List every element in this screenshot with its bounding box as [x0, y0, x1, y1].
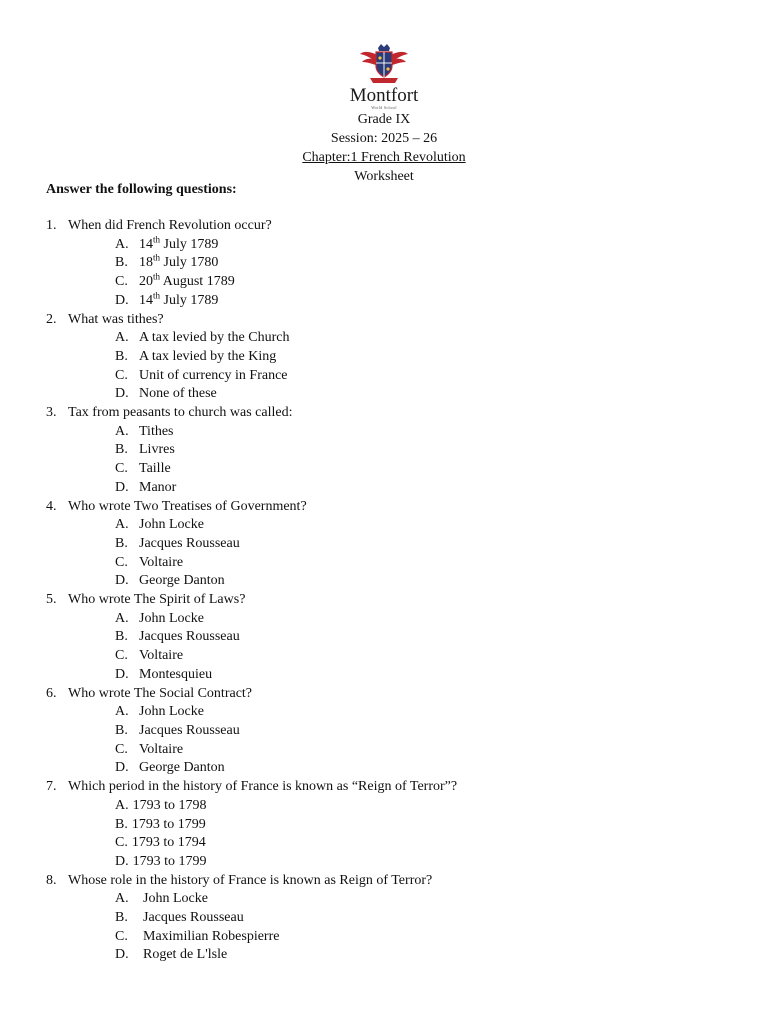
instruction-heading: Answer the following questions: [46, 182, 237, 197]
option-letter: C. [115, 835, 128, 851]
chapter-title: Chapter:1 French Revolution [302, 150, 466, 165]
option-5b [46, 628, 726, 647]
ordinal-suffix: th [153, 290, 161, 301]
question-number: 2. [46, 311, 57, 327]
option-letter: A. [115, 330, 129, 346]
option-letter: D. [115, 853, 129, 869]
option-5c [46, 647, 726, 666]
question-number: 3. [46, 405, 57, 421]
option-text: 18 [139, 255, 153, 271]
option-text: Voltaire [139, 741, 184, 757]
option-3d [46, 479, 726, 498]
option-letter: C. [115, 367, 128, 383]
question-4 [46, 498, 726, 517]
option-text: Maximilian Robespierre [143, 928, 280, 944]
school-crest-icon [358, 42, 410, 86]
question-number: 5. [46, 592, 57, 608]
option-letter: B. [115, 816, 128, 832]
question-8 [46, 872, 726, 891]
option-letter: D. [115, 760, 129, 776]
question-number: 1. [46, 218, 57, 233]
option-3b [46, 441, 726, 460]
option-3a [46, 423, 726, 442]
option-text: George Danton [139, 573, 225, 589]
option-text: Unit of currency in France [139, 367, 288, 383]
option-text: July 1789 [160, 292, 219, 308]
option-letter: C. [115, 274, 128, 290]
option-text: Roget de L'lsle [143, 947, 228, 963]
question-text: Who wrote The Spirit of Laws? [68, 592, 246, 608]
option-text: John Locke [139, 704, 204, 720]
option-2a [46, 329, 726, 348]
question-text: Who wrote The Social Contract? [68, 685, 253, 701]
option-4d [46, 572, 726, 591]
option-text: John Locke [139, 610, 204, 626]
option-text: Tithes [139, 423, 174, 439]
option-5d [46, 666, 726, 685]
option-text: 1793 to 1799 [132, 853, 207, 869]
option-text: Jacques Rousseau [139, 629, 240, 645]
option-text: Jacques Rousseau [139, 535, 240, 551]
option-letter: A. [115, 423, 129, 439]
option-letter: B. [115, 535, 128, 551]
option-text: 14 [139, 292, 153, 308]
option-letter: D. [115, 947, 129, 963]
option-text: George Danton [139, 760, 225, 776]
option-8d [46, 946, 726, 965]
option-text: Livres [139, 442, 175, 458]
option-text: 1793 to 1794 [131, 835, 206, 851]
option-text: Voltaire [139, 648, 184, 664]
option-letter: B. [115, 255, 128, 271]
option-8c [46, 928, 726, 947]
option-letter: C. [115, 741, 128, 757]
option-letter: A. [115, 236, 129, 252]
option-8b [46, 909, 726, 928]
option-text: A tax levied by the Church [139, 330, 290, 346]
option-7d [46, 853, 726, 872]
option-text: A tax levied by the King [139, 348, 277, 364]
option-text: July 1789 [160, 236, 219, 252]
option-letter: A. [115, 517, 129, 533]
question-number: 6. [46, 685, 57, 701]
grade-label: Grade IX [357, 112, 411, 127]
option-4b [46, 535, 726, 554]
question-list [46, 217, 726, 965]
worksheet-label: Worksheet [354, 169, 414, 184]
question-text: Who wrote Two Treatises of Government? [68, 498, 307, 514]
question-text: What was tithes? [68, 311, 164, 327]
option-text: 1793 to 1798 [132, 797, 207, 813]
option-text: Jacques Rousseau [143, 910, 244, 926]
option-4c [46, 554, 726, 573]
option-1d [46, 292, 726, 311]
option-6b [46, 722, 726, 741]
option-1b [46, 254, 726, 273]
ordinal-suffix: th [153, 271, 161, 282]
option-text: July 1780 [160, 255, 219, 271]
option-1a [46, 236, 726, 255]
option-text: Jacques Rousseau [139, 722, 240, 738]
ordinal-suffix: th [153, 234, 161, 245]
option-text: Taille [139, 461, 171, 477]
question-text: Whose role in the history of France is known as Reign of Terror? [68, 872, 433, 888]
question-number: 8. [46, 872, 57, 888]
option-1c [46, 273, 726, 292]
option-letter: B. [115, 442, 128, 458]
question-7 [46, 778, 726, 797]
option-letter: B. [115, 910, 128, 926]
option-letter: B. [115, 348, 128, 364]
option-7b [46, 816, 726, 835]
option-2d [46, 385, 726, 404]
option-letter: B. [115, 629, 128, 645]
option-5a [46, 610, 726, 629]
school-tagline: World School [371, 105, 397, 110]
option-4a [46, 516, 726, 535]
option-letter: D. [115, 292, 129, 308]
option-text: 14 [139, 236, 153, 252]
option-text: John Locke [139, 517, 204, 533]
ordinal-suffix: th [153, 252, 161, 263]
option-2c [46, 367, 726, 386]
option-text: August 1789 [160, 274, 235, 290]
worksheet-header [0, 42, 768, 186]
option-text: Montesquieu [139, 666, 213, 682]
question-text: Tax from peasants to church was called: [68, 405, 293, 421]
option-text: 1793 to 1799 [131, 816, 206, 832]
option-6c [46, 741, 726, 760]
option-letter: D. [115, 666, 129, 682]
question-6 [46, 685, 726, 704]
option-text: Manor [139, 479, 177, 495]
question-3 [46, 404, 726, 423]
option-letter: B. [115, 722, 128, 738]
option-text: None of these [139, 386, 217, 402]
option-3c [46, 460, 726, 479]
option-letter: D. [115, 386, 129, 402]
option-letter: A. [115, 610, 129, 626]
option-letter: A. [115, 891, 129, 907]
option-letter: C. [115, 928, 128, 944]
option-2b [46, 348, 726, 367]
option-6a [46, 703, 726, 722]
school-name: Montfort [349, 85, 419, 106]
question-5 [46, 591, 726, 610]
option-8a [46, 890, 726, 909]
option-letter: D. [115, 479, 129, 495]
question-number: 7. [46, 779, 57, 795]
option-text: Voltaire [139, 554, 184, 570]
question-number: 4. [46, 498, 57, 514]
question-1 [46, 217, 726, 236]
question-2 [46, 311, 726, 330]
option-letter: C. [115, 648, 128, 664]
option-letter: A. [115, 797, 129, 813]
option-text: 20 [139, 274, 153, 290]
option-6d [46, 759, 726, 778]
option-letter: C. [115, 461, 128, 477]
session-label: Session: 2025 – 26 [330, 131, 438, 146]
option-7c [46, 834, 726, 853]
option-7a [46, 797, 726, 816]
option-text: John Locke [143, 891, 208, 907]
option-letter: C. [115, 554, 128, 570]
option-letter: A. [115, 704, 129, 720]
question-text: Which period in the history of France is known as “Reign of Terror”? [68, 779, 458, 795]
option-letter: D. [115, 573, 129, 589]
question-text: When did French Revolution occur? [68, 218, 272, 233]
